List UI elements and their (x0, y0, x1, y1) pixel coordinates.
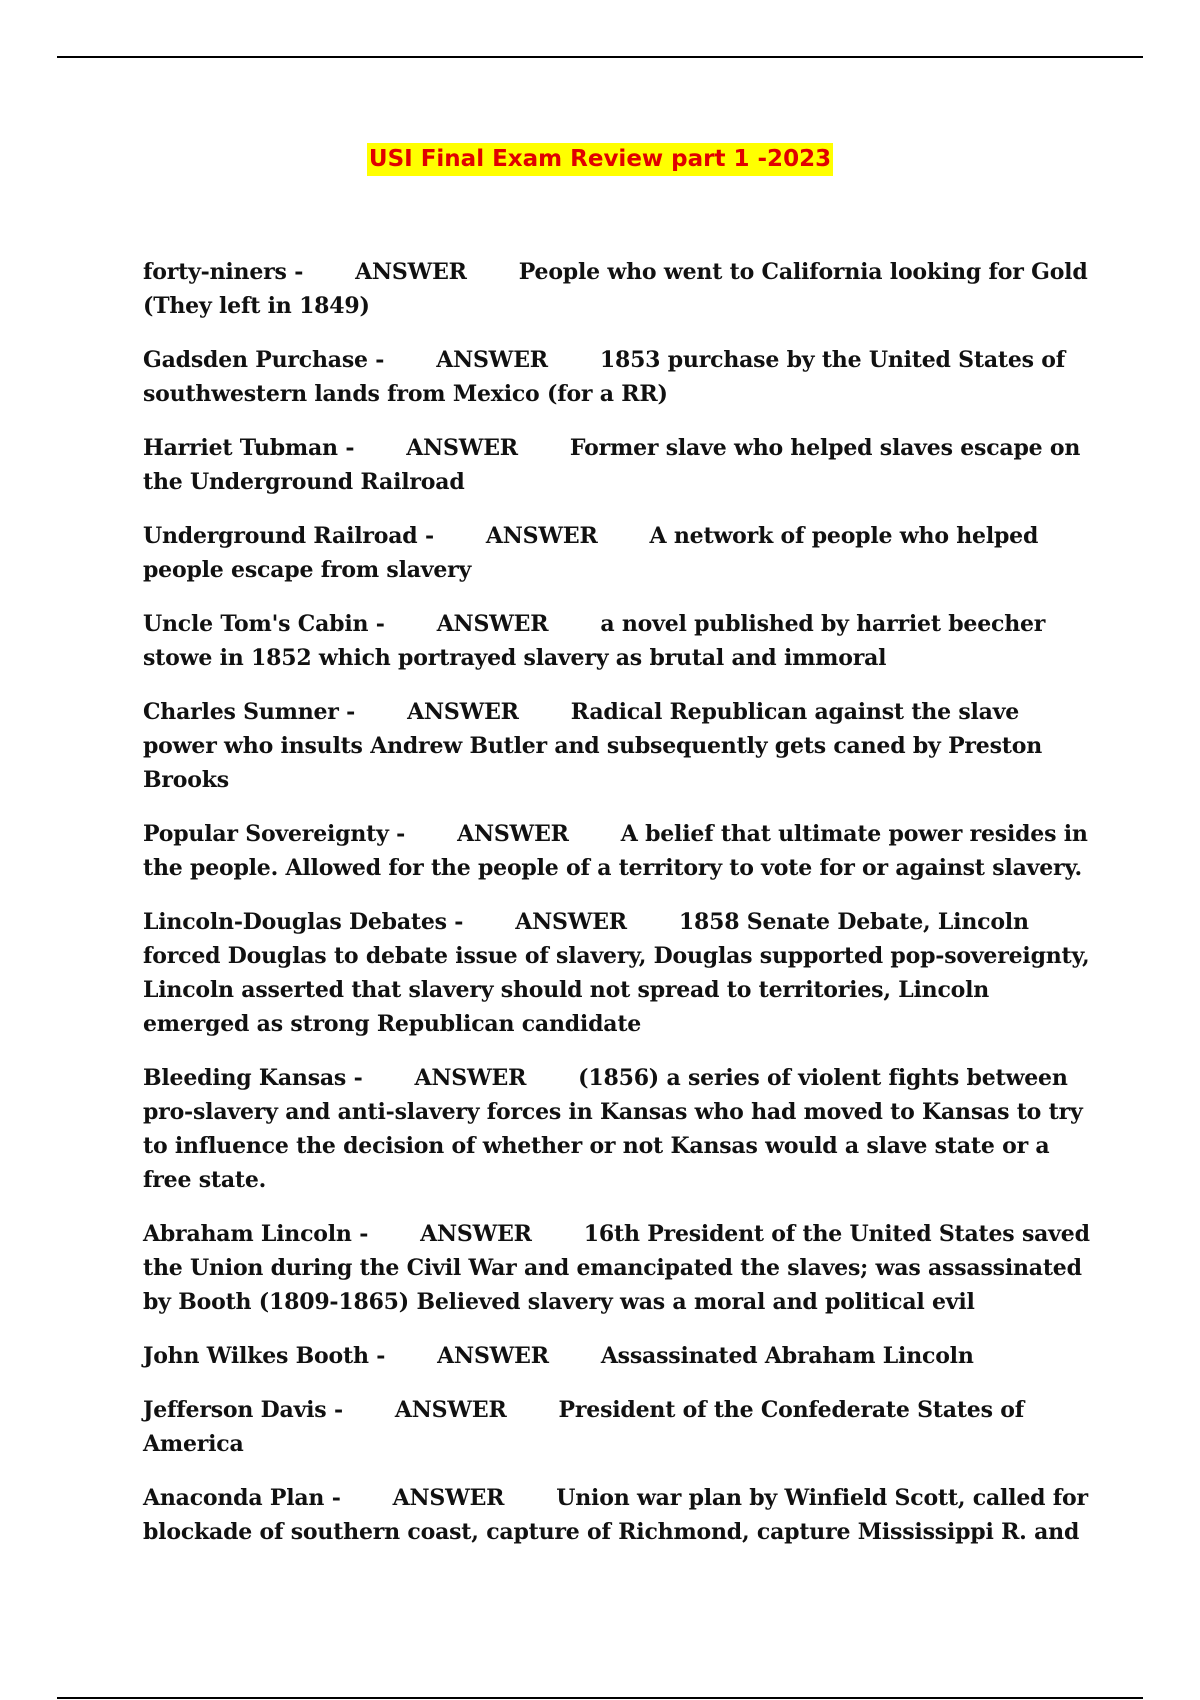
entry-list (143, 255, 1093, 1569)
entry-term: Gadsden Purchase (143, 347, 368, 373)
answer-label: ANSWER (436, 347, 548, 373)
answer-label: ANSWER (515, 909, 627, 935)
entry (143, 607, 1093, 675)
entry-definition: (1856) a series of violent fights between pro-slavery and anti-slavery forces in Kansas who had moved to Kansas to try to influence the decision of whether or not Kansas would a slave state or a free state. (143, 1065, 1083, 1193)
answer-label: ANSWER (394, 1397, 507, 1423)
entry (143, 519, 1093, 587)
entry (143, 905, 1093, 1041)
entry-definition: Assassinated Abraham Lincoln (600, 1343, 974, 1369)
entry-term: Abraham Lincoln (143, 1221, 352, 1247)
entry-definition: 16th President of the United States saved the Union during the Civil War and emancipated the slaves; was assassinated by Booth (1809-1865) Believed slavery was a moral and political evil (143, 1221, 1090, 1315)
entry-term: Bleeding Kansas (143, 1065, 347, 1091)
entry-separator: - (375, 611, 385, 637)
entry-separator: - (345, 435, 355, 461)
entry (143, 1339, 1093, 1373)
entry (143, 695, 1093, 797)
entry-definition: a novel published by harriet beecher stowe in 1852 which portrayed slavery as brutal and immoral (143, 611, 1046, 671)
entry-separator: - (359, 1221, 369, 1247)
answer-label: ANSWER (485, 523, 598, 549)
entry-separator: - (454, 909, 464, 935)
entry-term: John Wilkes Booth (143, 1343, 369, 1369)
entry-separator: - (333, 1397, 343, 1423)
answer-label: ANSWER (414, 1065, 527, 1091)
entry-separator: - (396, 821, 406, 847)
header-rule (57, 56, 1143, 58)
entry-definition: Former slave who helped slaves escape on the Underground Railroad (143, 435, 1081, 495)
entry-separator: - (375, 347, 385, 373)
entry-term: forty-niners (143, 259, 287, 285)
entry-separator: - (376, 1343, 386, 1369)
entry (143, 431, 1093, 499)
entry (143, 255, 1093, 323)
entry-term: Jefferson Davis (143, 1397, 327, 1423)
entry-definition: 1858 Senate Debate, Lincoln forced Douglas to debate issue of slavery, Douglas supported pop-sovereignty, Lincoln asserted that slavery should not spread to territories, Lincoln emerged as strong Republican candidate (143, 909, 1090, 1037)
entry-separator: - (353, 1065, 363, 1091)
entry-term: Charles Sumner (143, 699, 339, 725)
answer-label: ANSWER (406, 435, 518, 461)
entry-definition: A belief that ultimate power resides in the people. Allowed for the people of a territory to vote for or against slavery. (143, 821, 1088, 881)
document-title: USI Final Exam Review part 1 -2023 (367, 143, 833, 176)
entry (143, 1061, 1093, 1197)
entry-term: Lincoln-Douglas Debates (143, 909, 447, 935)
entry-separator: - (294, 259, 304, 285)
entry-definition: A network of people who helped people escape from slavery (143, 523, 1039, 583)
answer-label: ANSWER (407, 699, 519, 725)
answer-label: ANSWER (420, 1221, 532, 1247)
entry (143, 1217, 1093, 1319)
entry-term: Uncle Tom's Cabin (143, 611, 369, 637)
entry-separator: - (331, 1485, 341, 1511)
entry-term: Underground Railroad (143, 523, 418, 549)
entry-term: Anaconda Plan (143, 1485, 325, 1511)
entry-definition: Union war plan by Winfield Scott, called for blockade of southern coast, capture of Richmond, capture Mississippi R. and (143, 1485, 1088, 1545)
answer-label: ANSWER (392, 1485, 505, 1511)
answer-label: ANSWER (457, 821, 569, 847)
entry-definition: People who went to California looking for Gold (They left in 1849) (143, 259, 1088, 319)
entry-separator: - (424, 523, 434, 549)
entry-separator: - (346, 699, 356, 725)
title-block (0, 143, 1200, 176)
entry (143, 817, 1093, 885)
footer-rule (57, 1697, 1143, 1699)
entry-term: Popular Sovereignty (143, 821, 389, 847)
answer-label: ANSWER (436, 611, 549, 637)
entry-definition: President of the Confederate States of America (143, 1397, 1024, 1457)
entry (143, 1393, 1093, 1461)
entry (143, 1481, 1093, 1549)
answer-label: ANSWER (437, 1343, 549, 1369)
entry-definition: Radical Republican against the slave power who insults Andrew Butler and subsequently gets caned by Preston Brooks (143, 699, 1043, 793)
entry (143, 343, 1093, 411)
entry-definition: 1853 purchase by the United States of southwestern lands from Mexico (for a RR) (143, 347, 1066, 407)
entry-term: Harriet Tubman (143, 435, 338, 461)
answer-label: ANSWER (355, 259, 467, 285)
